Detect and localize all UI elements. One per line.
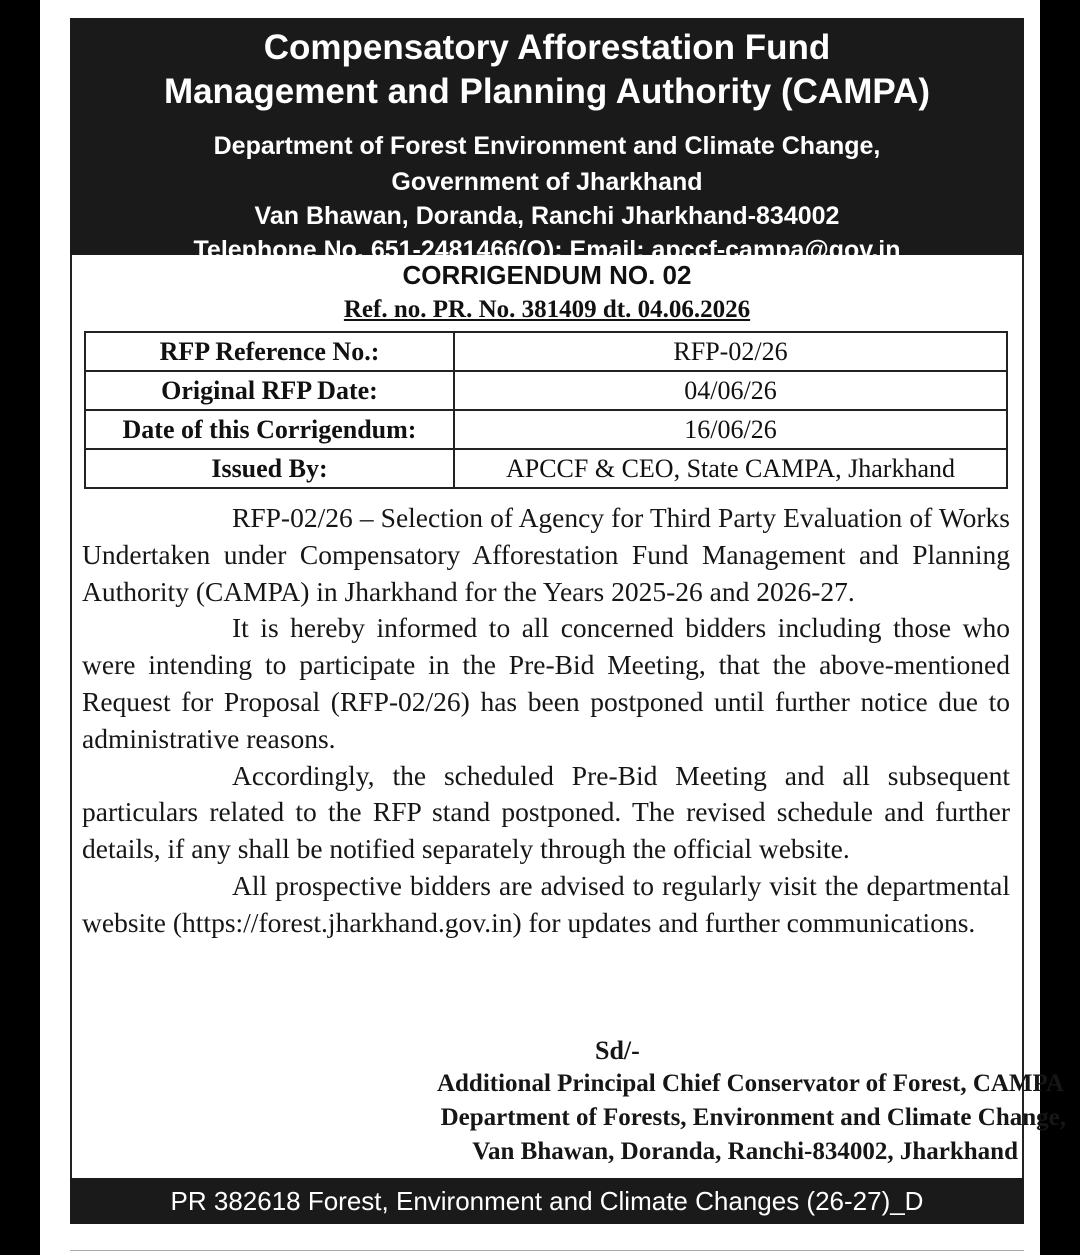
row-value: APCCF & CEO, State CAMPA, Jharkhand (454, 449, 1007, 488)
reference-text: Ref. no. PR. No. 381409 dt. 04.06.2026 (343, 296, 751, 323)
contact-details: Telephone No. 651-2481466(O); Email: apccf-campa@gov.in (193, 236, 901, 264)
notice-header (70, 18, 1024, 264)
signatory-department: Department of Forests, Environment and Climate Change, (440, 1104, 1066, 1131)
office-address: Van Bhawan, Doranda, Ranchi Jharkhand-834002 (254, 202, 840, 230)
website-paragraph: All prospective bidders are advised to regularly visit the departmental website (https://forest.jharkhand.gov.in) for updates and further communications. (82, 869, 1010, 938)
signed-mark: Sd/- (595, 1036, 640, 1065)
row-value: 04/06/26 (454, 371, 1007, 410)
rfp-subject-paragraph: RFP-02/26 – Selection of Agency for Third Party Evaluation of Works Undertaken under Compensatory Afforestation Fund Management and Planning Authority (CAMPA) in Jharkhand for the Years 2025-26 and 2026-27. (82, 502, 1010, 607)
schedule-paragraph: Accordingly, the scheduled Pre-Bid Meeting and all subsequent particulars related to the RFP stand postponed. The revised schedule and further details, if any shall be notified separately through the official website. (82, 759, 1010, 865)
divider (70, 1250, 1024, 1251)
row-value: RFP-02/26 (454, 332, 1007, 371)
postponement-paragraph: It is hereby informed to all concerned bidders including those who were intending to participate in the Pre-Bid Meeting, that the above-mentioned Request for Proposal (RFP-02/26) has been postponed until further notice due to administrative reasons. (82, 612, 1010, 754)
table-row (85, 371, 1007, 410)
signatory-address: Van Bhawan, Doranda, Ranchi-834002, Jharkhand (472, 1138, 1018, 1165)
row-label: Issued By: (85, 449, 454, 488)
row-label: Original RFP Date: (85, 371, 454, 410)
department-name: Department of Forest Environment and Climate Change, (213, 132, 881, 160)
row-label: Date of this Corrigendum: (85, 410, 454, 449)
government-name: Government of Jharkhand (391, 168, 703, 196)
table-row (85, 332, 1007, 371)
authority-title-line2: Management and Planning Authority (CAMPA) (163, 72, 931, 111)
notice-body (82, 500, 1010, 942)
row-value: 16/06/26 (454, 410, 1007, 449)
table-row (85, 410, 1007, 449)
reference-line (70, 294, 1024, 326)
signatory-designation: Additional Principal Chief Conservator of Forest, CAMPA (436, 1070, 1064, 1097)
authority-title-line1: Compensatory Afforestation Fund (263, 28, 831, 67)
table-row (85, 449, 1007, 488)
rfp-info-table (84, 331, 1008, 489)
row-label: RFP Reference No.: (85, 332, 454, 371)
corrigendum-title: CORRIGENDUM NO. 02 (402, 260, 692, 290)
press-release-footer: PR 382618 Forest, Environment and Climate Changes (26-27)_D (70, 1178, 1024, 1224)
